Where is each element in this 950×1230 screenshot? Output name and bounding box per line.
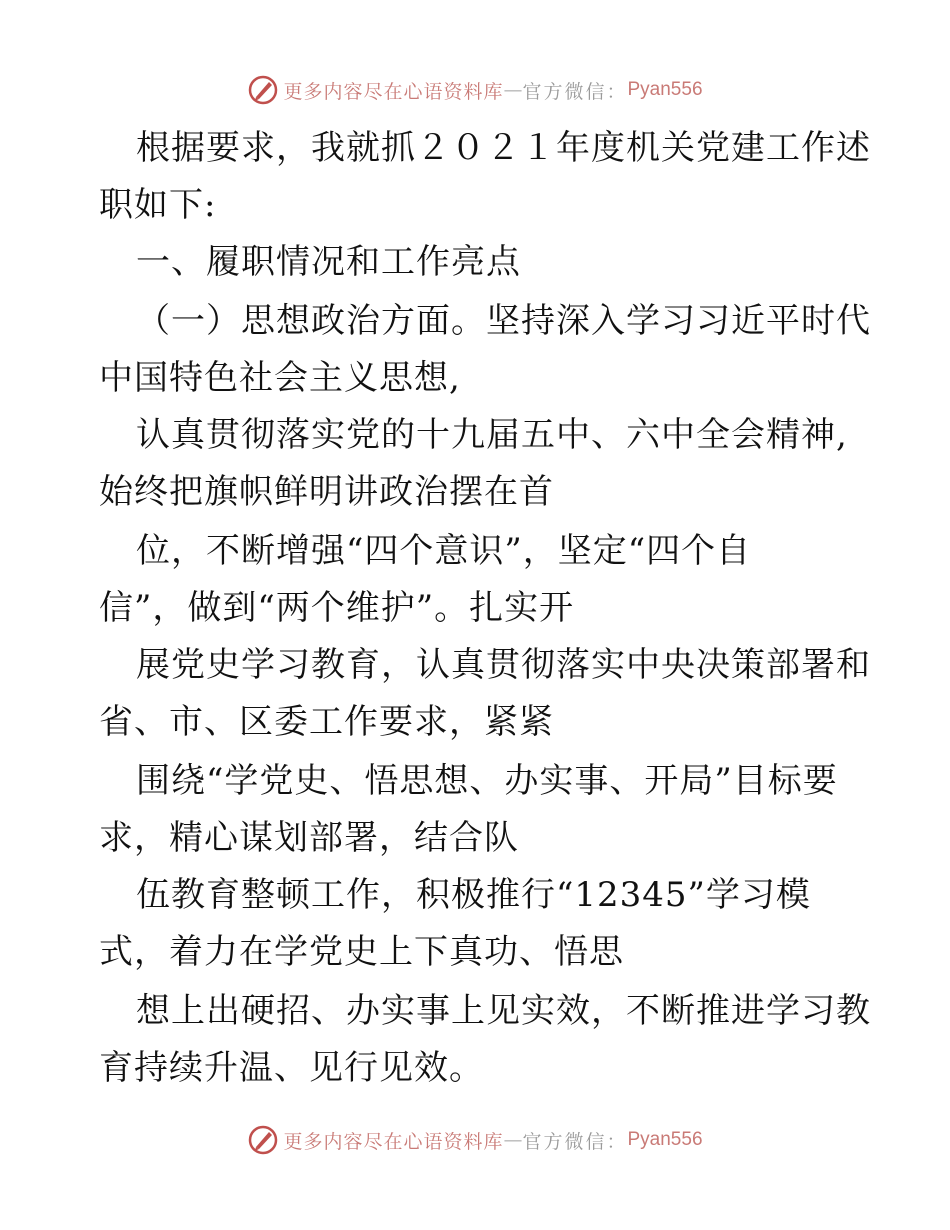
text-line: 信”，做到“两个维护”。扎实开	[99, 588, 575, 628]
text-line: 位，不断增强“四个意识”，坚定“四个自	[136, 531, 752, 571]
text-line: 职如下:	[99, 185, 217, 225]
text-line: 求，精心谋划部署，结合队	[99, 818, 519, 858]
footer-watermark	[0, 1120, 950, 1160]
text-line: 想上出硬招、办实事上见实效，不断推进学习教	[136, 991, 871, 1031]
watermark-id: Pyan556	[627, 1129, 703, 1150]
text-line: 育持续升温、见行见效。	[99, 1048, 484, 1088]
text-line: 围绕“学党史、悟思想、办实事、开局”目标要	[136, 761, 838, 801]
watermark-label: 官方微信：	[522, 80, 628, 103]
watermark-label: 官方微信：	[522, 1130, 628, 1153]
text-line: 伍教育整顿工作，积极推行“12345”学习模	[136, 875, 811, 915]
watermark-dash: —	[503, 79, 523, 101]
text-line: 省、市、区委工作要求，紧紧	[99, 702, 554, 742]
section-heading: 一、履职情况和工作亮点	[136, 242, 521, 282]
text-line: 认真贯彻落实党的十九届五中、六中全会精神,	[136, 415, 848, 455]
watermark-text: 更多内容尽在心语资料库	[283, 80, 504, 103]
subsection-heading: （一）思想政治方面。坚持深入学习习近平时代	[136, 301, 871, 341]
text-line: 中国特色社会主义思想,	[99, 358, 461, 398]
watermark-text: 更多内容尽在心语资料库	[283, 1130, 504, 1153]
pen-logo-icon	[247, 1124, 279, 1156]
watermark-dash: —	[503, 1129, 523, 1151]
header-watermark	[0, 70, 950, 110]
text-line: 展党史学习教育，认真贯彻落实中央决策部署和	[136, 645, 871, 685]
watermark-id: Pyan556	[627, 79, 703, 100]
text-line: 式，着力在学党史上下真功、悟思	[99, 932, 624, 972]
text-line: 根据要求，我就抓２０２１年度机关党建工作述	[136, 128, 871, 168]
text-line: 始终把旗帜鲜明讲政治摆在首	[99, 472, 554, 512]
pen-logo-icon	[247, 74, 279, 106]
